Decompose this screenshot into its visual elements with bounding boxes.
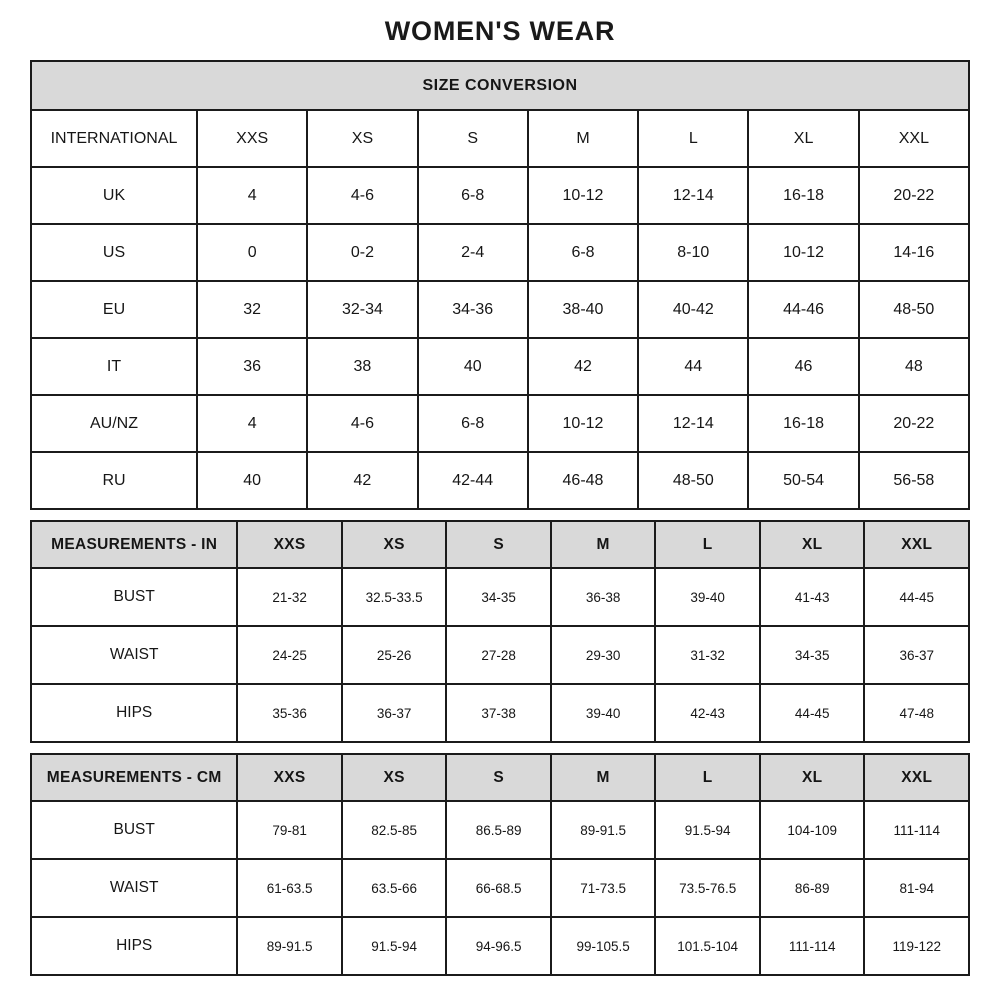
page-title: WOMEN'S WEAR <box>384 16 616 46</box>
size-value-cell: 48-50 <box>859 281 969 338</box>
size-value-cell: 42-44 <box>418 452 528 509</box>
table-row <box>31 224 969 281</box>
table-row <box>31 167 969 224</box>
size-value-cell: 20-22 <box>859 395 969 452</box>
measurements-in-header-row <box>31 521 969 568</box>
size-value-cell: 42 <box>528 338 638 395</box>
size-value-cell: 4 <box>197 395 307 452</box>
measure-value-cell: 89-91.5 <box>551 801 656 859</box>
region-label: UK <box>31 167 197 224</box>
measure-label: WAIST <box>31 626 237 684</box>
table-row <box>31 568 969 626</box>
measurements-cm-header-row <box>31 754 969 801</box>
size-column-header: XXL <box>864 521 969 568</box>
measure-value-cell: 111-114 <box>864 801 969 859</box>
size-value-cell: 6-8 <box>418 395 528 452</box>
size-value-cell: 40 <box>418 338 528 395</box>
size-value-cell: 20-22 <box>859 167 969 224</box>
measure-value-cell: 44-45 <box>760 684 865 742</box>
region-label: IT <box>31 338 197 395</box>
size-value-cell: 44 <box>638 338 748 395</box>
table-row <box>31 452 969 509</box>
size-value-cell: 36 <box>197 338 307 395</box>
measure-value-cell: 94-96.5 <box>446 917 551 975</box>
measure-value-cell: 111-114 <box>760 917 865 975</box>
measure-value-cell: 34-35 <box>446 568 551 626</box>
table-row <box>31 626 969 684</box>
region-label: US <box>31 224 197 281</box>
size-column-header: XS <box>307 110 417 167</box>
size-column-header: XS <box>342 754 447 801</box>
size-column-header: M <box>551 754 656 801</box>
table-row <box>31 395 969 452</box>
size-value-cell: 4 <box>197 167 307 224</box>
measure-value-cell: 39-40 <box>551 684 656 742</box>
size-column-header: XXS <box>237 521 342 568</box>
size-conversion-title: SIZE CONVERSION <box>31 61 969 110</box>
size-column-header: M <box>551 521 656 568</box>
measure-label: HIPS <box>31 684 237 742</box>
size-value-cell: 10-12 <box>748 224 858 281</box>
size-column-header: XL <box>760 521 865 568</box>
measure-value-cell: 89-91.5 <box>237 917 342 975</box>
table-row <box>31 917 969 975</box>
size-value-cell: 34-36 <box>418 281 528 338</box>
size-conversion-header-row <box>31 110 969 167</box>
size-column-header: XS <box>342 521 447 568</box>
size-value-cell: 14-16 <box>859 224 969 281</box>
size-value-cell: 46-48 <box>528 452 638 509</box>
size-column-header: L <box>638 110 748 167</box>
measure-value-cell: 36-37 <box>864 626 969 684</box>
measure-value-cell: 35-36 <box>237 684 342 742</box>
measure-value-cell: 25-26 <box>342 626 447 684</box>
size-value-cell: 6-8 <box>418 167 528 224</box>
size-column-header: XL <box>748 110 858 167</box>
size-value-cell: 8-10 <box>638 224 748 281</box>
size-value-cell: 10-12 <box>528 395 638 452</box>
measure-value-cell: 101.5-104 <box>655 917 760 975</box>
measure-value-cell: 91.5-94 <box>655 801 760 859</box>
measure-value-cell: 82.5-85 <box>342 801 447 859</box>
measure-value-cell: 44-45 <box>864 568 969 626</box>
size-column-header: XXL <box>859 110 969 167</box>
measure-value-cell: 66-68.5 <box>446 859 551 917</box>
size-conversion-title-row <box>31 61 969 110</box>
measure-value-cell: 24-25 <box>237 626 342 684</box>
measure-value-cell: 31-32 <box>655 626 760 684</box>
size-value-cell: 40 <box>197 452 307 509</box>
size-conversion-table <box>30 60 970 510</box>
size-value-cell: 42 <box>307 452 417 509</box>
measure-value-cell: 91.5-94 <box>342 917 447 975</box>
size-column-header: L <box>655 754 760 801</box>
size-value-cell: 0-2 <box>307 224 417 281</box>
size-value-cell: 12-14 <box>638 167 748 224</box>
size-value-cell: 10-12 <box>528 167 638 224</box>
measure-value-cell: 39-40 <box>655 568 760 626</box>
measure-label: BUST <box>31 801 237 859</box>
measure-value-cell: 21-32 <box>237 568 342 626</box>
size-column-header: L <box>655 521 760 568</box>
size-value-cell: 44-46 <box>748 281 858 338</box>
size-column-header: XL <box>760 754 865 801</box>
measure-value-cell: 27-28 <box>446 626 551 684</box>
measure-value-cell: 37-38 <box>446 684 551 742</box>
size-value-cell: 38-40 <box>528 281 638 338</box>
measure-value-cell: 41-43 <box>760 568 865 626</box>
region-label: RU <box>31 452 197 509</box>
size-column-header: XXS <box>237 754 342 801</box>
size-value-cell: 32 <box>197 281 307 338</box>
size-value-cell: 4-6 <box>307 395 417 452</box>
measure-value-cell: 99-105.5 <box>551 917 656 975</box>
table-row <box>31 684 969 742</box>
measure-value-cell: 79-81 <box>237 801 342 859</box>
size-column-header: XXS <box>197 110 307 167</box>
measure-value-cell: 73.5-76.5 <box>655 859 760 917</box>
region-label: AU/NZ <box>31 395 197 452</box>
size-column-header: S <box>446 521 551 568</box>
measure-value-cell: 36-37 <box>342 684 447 742</box>
measure-value-cell: 61-63.5 <box>237 859 342 917</box>
measure-label: WAIST <box>31 859 237 917</box>
measure-value-cell: 71-73.5 <box>551 859 656 917</box>
measure-value-cell: 86.5-89 <box>446 801 551 859</box>
measurements-title: MEASUREMENTS - IN <box>31 521 237 568</box>
measure-value-cell: 42-43 <box>655 684 760 742</box>
size-value-cell: 2-4 <box>418 224 528 281</box>
size-value-cell: 56-58 <box>859 452 969 509</box>
measure-value-cell: 104-109 <box>760 801 865 859</box>
table-row <box>31 801 969 859</box>
measure-value-cell: 119-122 <box>864 917 969 975</box>
region-label: EU <box>31 281 197 338</box>
size-value-cell: 16-18 <box>748 395 858 452</box>
table-row <box>31 281 969 338</box>
size-value-cell: 16-18 <box>748 167 858 224</box>
size-value-cell: 50-54 <box>748 452 858 509</box>
size-column-header: M <box>528 110 638 167</box>
measure-value-cell: 47-48 <box>864 684 969 742</box>
measure-value-cell: 34-35 <box>760 626 865 684</box>
size-value-cell: 32-34 <box>307 281 417 338</box>
table-row <box>31 859 969 917</box>
size-column-header: S <box>418 110 528 167</box>
size-value-cell: 48 <box>859 338 969 395</box>
measure-value-cell: 86-89 <box>760 859 865 917</box>
size-value-cell: 12-14 <box>638 395 748 452</box>
size-column-header: S <box>446 754 551 801</box>
size-value-cell: 38 <box>307 338 417 395</box>
measure-value-cell: 29-30 <box>551 626 656 684</box>
size-value-cell: 0 <box>197 224 307 281</box>
size-value-cell: 6-8 <box>528 224 638 281</box>
measure-label: BUST <box>31 568 237 626</box>
size-column-header: XXL <box>864 754 969 801</box>
measure-value-cell: 63.5-66 <box>342 859 447 917</box>
size-value-cell: 4-6 <box>307 167 417 224</box>
size-value-cell: 46 <box>748 338 858 395</box>
measure-value-cell: 36-38 <box>551 568 656 626</box>
table-row <box>31 338 969 395</box>
measurements-in-table <box>30 520 970 743</box>
measurements-title: MEASUREMENTS - CM <box>31 754 237 801</box>
measure-value-cell: 32.5-33.5 <box>342 568 447 626</box>
size-value-cell: 40-42 <box>638 281 748 338</box>
measure-label: HIPS <box>31 917 237 975</box>
measure-value-cell: 81-94 <box>864 859 969 917</box>
international-header: INTERNATIONAL <box>31 110 197 167</box>
measurements-cm-table <box>30 753 970 976</box>
size-value-cell: 48-50 <box>638 452 748 509</box>
